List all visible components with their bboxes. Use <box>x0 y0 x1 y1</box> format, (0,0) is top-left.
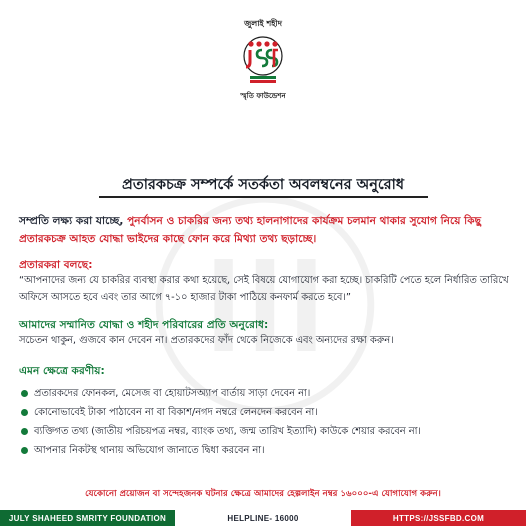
logo-top-text: জুলাই শহীদ <box>244 19 282 28</box>
todo-item: কোনোভাবেই টাকা পাঠাবেন না বা বিকাশ/নগদ নম্বরে লেনদেন করবেন না। <box>19 403 514 422</box>
footer-bar <box>0 510 526 526</box>
todo-item: আপনার নিকটস্থ থানায় অভিযোগ জানাতে দ্বিধা করবেন না। <box>19 441 514 460</box>
logo-bottom-text: স্মৃতি ফাউন্ডেশন <box>240 92 286 100</box>
todo-heading: এমন ক্ষেত্রে করণীয়: <box>19 365 105 377</box>
foundation-logo <box>220 18 306 104</box>
footer-foundation-name: JULY SHAHEED SMRITY FOUNDATION <box>0 510 175 526</box>
todo-item: প্রতারকদের ফোনকল, মেসেজ বা হোয়াটসঅ্যাপ বার্তায় সাড়া দেবেন না। <box>19 384 514 403</box>
title-underline <box>99 196 428 198</box>
bullet-icon <box>21 447 28 454</box>
lead-paragraph <box>19 212 514 248</box>
footer-website-link[interactable]: HTTPS://JSSFBD.COM <box>351 510 526 526</box>
bullet-icon <box>21 390 28 397</box>
fraud-quote: “আপনাদের জন্য যে চাকরির ব্যবস্থা করার কথা হয়েছে, সেই বিষয়ে যোগাযোগ করা হচ্ছে। চাকরিটি পেতে হলে নির্ধারিত তারিখে অফিসে আসতে হবে এবং তার আগে ৭-১০ হাজার টাকা পাঠিয়ে কনফার্ম করতে হবে।” <box>19 275 509 303</box>
helpline-note: যেকোনো প্রয়োজন বা সন্দেহজনক ঘটনার ক্ষেত্রে আমাদের হেল্পলাইন নম্বর ১৬০০০-এ যোগাযোগ করুন। <box>85 489 441 499</box>
footer-helpline[interactable]: HELPLINE- 16000 <box>175 510 351 526</box>
jssf-logo-icon <box>243 32 283 88</box>
lead-intro: সম্প্রতি লক্ষ্য করা যাচ্ছে, <box>19 215 128 227</box>
page-title: প্রতারকচক্র সম্পর্কে সতর্কতা অবলম্বনের অনুরোধ <box>122 177 404 193</box>
todo-item: ব্যক্তিগত তথ্য (জাতীয় পরিচয়পত্র নম্বর, ব্যাংক তথ্য, জন্ম তারিখ ইত্যাদি) কাউকে শেয়ার করবেন না। <box>19 422 514 441</box>
request-text: সচেতন থাকুন, গুজবে কান দেবেন না। প্রতারকদের ফাঁদ থেকে নিজেকে এবং অন্যদের রক্ষা করুন। <box>19 335 394 346</box>
bullet-icon <box>21 428 28 435</box>
lead-warning: পুনর্বাসন ও চাকরির জন্য তথ্য হালনাগাদের কার্যক্রম চলমান থাকার সুযোগ নিয়ে কিছু প্রতারকচক্র আহত যোদ্ধা ভাইদের কাছে ফোন করে মিথ্যা তথ্য ছড়াচ্ছে। <box>19 215 482 245</box>
request-heading: আমাদের সম্মানিত যোদ্ধা ও শহীদ পরিবারের প্রতি অনুরোধ: <box>19 319 269 331</box>
fraud-heading: প্রতারকরা বলছে: <box>19 259 93 271</box>
bullet-icon <box>21 409 28 416</box>
todo-list <box>19 384 514 460</box>
